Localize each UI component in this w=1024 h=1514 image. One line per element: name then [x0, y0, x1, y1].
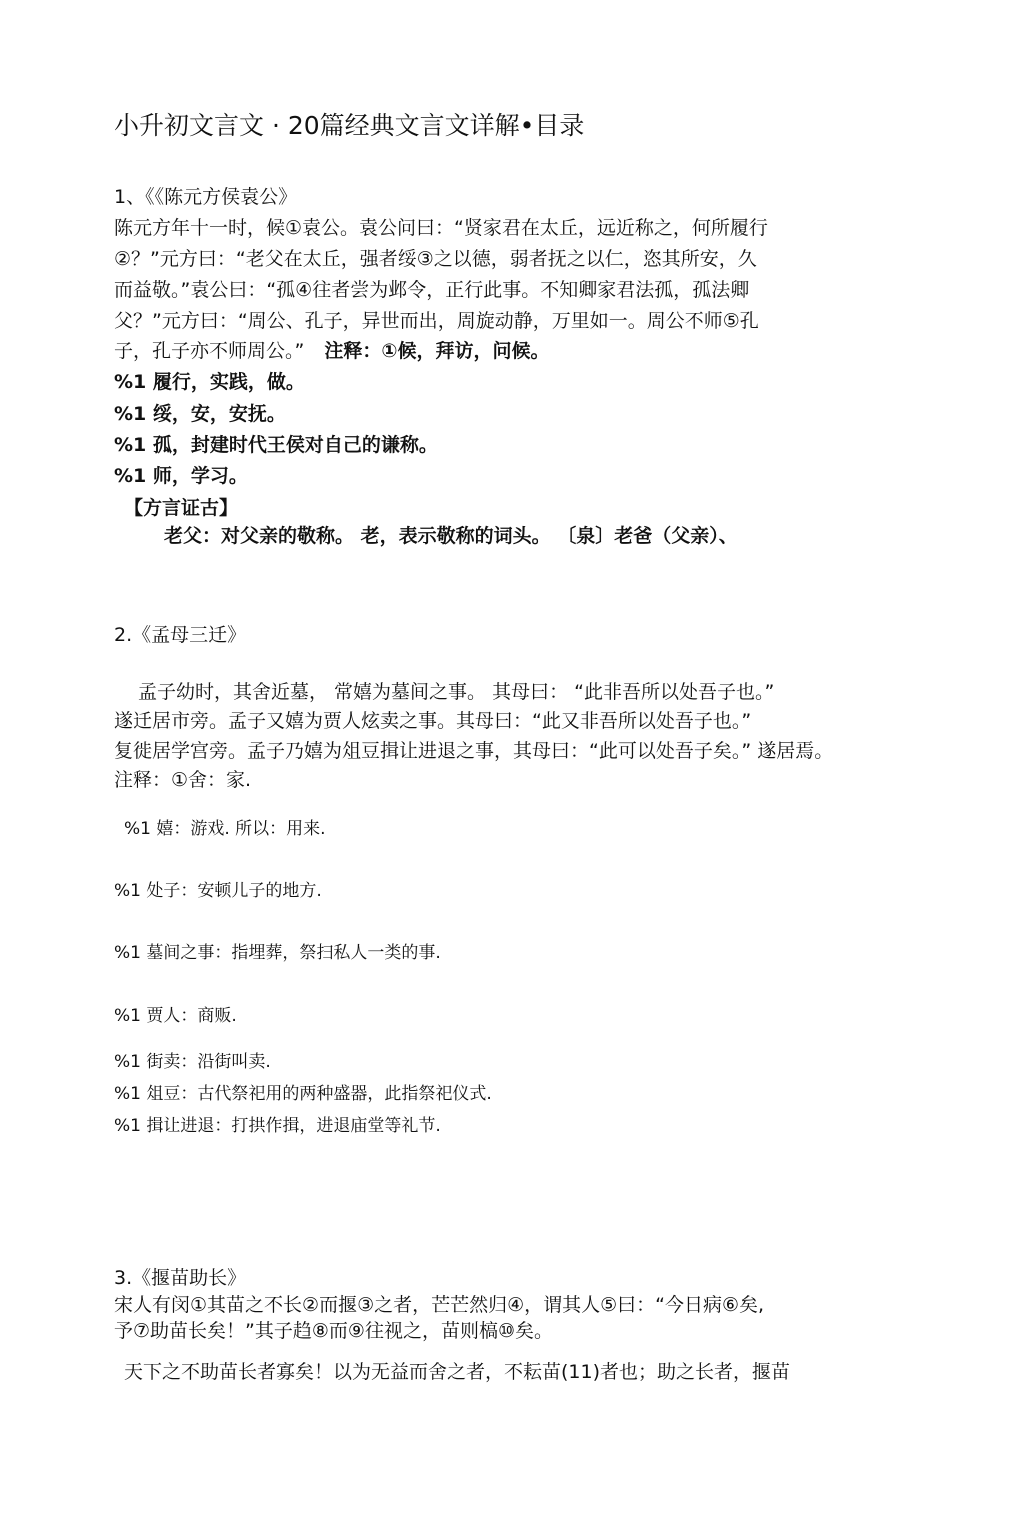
- section-3-heading: 3.《揠苗助长》: [114, 1267, 247, 1289]
- section-2-text-line: 孟子幼时，其舍近墓， 常嬉为墓间之事。 其母曰： “此非吾所以处吾子也。”: [138, 681, 775, 703]
- section-1-last-text: 子，孔子亦不师周公。”: [114, 340, 305, 362]
- dialect-line: 老父：对父亲的敬称。 老，表示敬称的词头。 〔泉〕老爸（父亲）、: [164, 525, 738, 547]
- section-2-note: %1 墓间之事：指埋葬，祭扫私人一类的事.: [114, 943, 441, 963]
- section-2-note: %1 嬉：游戏. 所以：用来.: [124, 819, 326, 839]
- section-2-note: %1 处子：安顿儿子的地方.: [114, 881, 322, 901]
- section-1-text-line: 陈元方年十一时，候①袁公。袁公问曰：“贤家君在太丘，远近称之，何所履行: [114, 217, 768, 239]
- section-1-note: %1 绥，安，安抚。: [114, 403, 286, 425]
- section-3-text-line: 天下之不助苗长者寡矣！以为无益而舍之者，不耘苗(11)者也；助之长者，揠苗: [124, 1361, 791, 1383]
- section-3-text-line: 宋人有闵①其苗之不长②而揠③之者，芒芒然归④，谓其人⑤曰：“今日病⑥矣,: [114, 1294, 765, 1316]
- section-2-text-line: 复徙居学宫旁。孟子乃嬉为俎豆揖让进退之事，其母曰：“此可以处吾子矣。” 遂居焉。: [114, 740, 834, 762]
- section-3-text-line: 予⑦助苗长矣！”其子趋⑧而⑨往视之，苗则槁⑩矣。: [114, 1320, 553, 1342]
- section-2-note: %1 街卖：沿街叫卖.: [114, 1052, 271, 1072]
- section-1-text-line: 父？”元方曰：“周公、孔子，异世而出，周旋动静，万里如一。周公不师⑤孔: [114, 310, 759, 332]
- section-2-text-line: 注释：①舍：家.: [114, 769, 252, 791]
- dialect-heading: 【方言证古】: [124, 497, 239, 519]
- section-1-text-line: [114, 338, 550, 364]
- section-2-note: %1 俎豆：古代祭祀用的两种盛器，此指祭祀仪式.: [114, 1084, 492, 1104]
- section-2-note: %1 贾人：商贩.: [114, 1006, 237, 1026]
- document-title: 小升初文言文 · 20篇经典文言文详解•目录: [114, 111, 585, 140]
- section-1-heading: 1、《《陈元方侯袁公》: [114, 186, 298, 208]
- section-2-heading: 2.《孟母三迁》: [114, 624, 247, 646]
- section-2-note: %1 揖让进退：打拱作揖，进退庙堂等礼节.: [114, 1116, 441, 1136]
- section-1-text-line: ②？”元方曰：“老父在太丘，强者绥③之以德，弱者抚之以仁，恣其所安，久: [114, 248, 757, 270]
- section-2-text-line: 遂迁居市旁。孟子又嬉为贾人炫卖之事。其母曰：“此又非吾所以处吾子也。”: [114, 710, 752, 732]
- section-1-text-line: 而益敬。”袁公曰：“孤④往者尝为邺令，正行此事。不知卿家君法孤，孤法卿: [114, 279, 750, 301]
- section-1-note-lead: 注释：①候，拜访，问候。: [324, 340, 550, 362]
- section-1-note: %1 孤，封建时代王侯对自己的谦称。: [114, 434, 438, 456]
- section-1-note: %1 师，学习。: [114, 465, 248, 487]
- section-1-note: %1 履行，实践，做。: [114, 371, 305, 393]
